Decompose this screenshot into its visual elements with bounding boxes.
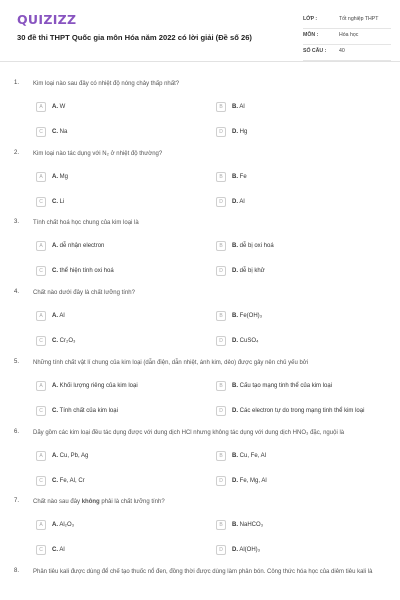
option-text: Mg xyxy=(59,173,69,180)
option-label: C. xyxy=(52,267,58,274)
question-number: 4. xyxy=(14,289,20,295)
option-letter-box: B xyxy=(216,520,226,530)
option-text: Fe xyxy=(239,173,247,180)
option-label: B. xyxy=(232,312,238,319)
option-text: thể hiện tính oxi hoá xyxy=(59,267,114,274)
question-text: Dãy gồm các kim loại đều tác dụng được với dung dịch HCl nhưng không tác dụng với dung dịch HNO₃ đặc, nguội là xyxy=(33,430,345,436)
option-text: Al xyxy=(59,546,65,553)
option-label: A. xyxy=(52,521,58,528)
option-letter-box: A xyxy=(36,241,46,251)
option-text: Al xyxy=(239,103,245,110)
option-letter-box: C xyxy=(36,336,46,346)
emphasis-not: không xyxy=(81,499,100,505)
option-text: NaHCO₃ xyxy=(239,521,264,528)
meta-label: LỚP : xyxy=(303,16,318,22)
option-label: A. xyxy=(52,173,58,180)
option-label: C. xyxy=(52,128,58,135)
option-text: Fe, Al, Cr xyxy=(59,477,85,484)
option-letter-box: A xyxy=(36,311,46,321)
option-text: Li xyxy=(59,198,65,205)
option-label: D. xyxy=(232,337,238,344)
option-label: D. xyxy=(232,198,238,205)
option-letter-box: C xyxy=(36,476,46,486)
meta-label: SỐ CÂU : xyxy=(303,48,327,54)
option-label: C. xyxy=(52,407,58,414)
question-text: Chất nào dưới đây là chất lưỡng tính? xyxy=(33,290,135,296)
option-letter-box: B xyxy=(216,381,226,391)
option-letter-box: B xyxy=(216,451,226,461)
option-letter-box: D xyxy=(216,336,226,346)
option-label: A. xyxy=(52,242,58,249)
option-letter-box: B xyxy=(216,172,226,182)
option-label: D. xyxy=(232,128,238,135)
option-label: B. xyxy=(232,103,238,110)
option-label: C. xyxy=(52,337,58,344)
option-letter-box: C xyxy=(36,545,46,555)
option-text: dễ bị oxi hoá xyxy=(239,242,274,249)
option-text: Khối lượng riêng của kim loại xyxy=(59,382,138,389)
option-letter-box: A xyxy=(36,381,46,391)
option-letter-box: A xyxy=(36,172,46,182)
meta-value: Tốt nghiệp THPT xyxy=(339,16,379,22)
question-text: Kim loại nào sau đây có nhiệt độ nóng chảy thấp nhất? xyxy=(33,81,180,87)
option-letter-box: D xyxy=(216,545,226,555)
question-number: 5. xyxy=(14,359,20,365)
option-text: Fe(OH)₃ xyxy=(239,312,263,319)
option-label: C. xyxy=(52,198,58,205)
question-text: Phân tiêu kali được dùng để chế tạo thuốc nổ đen, đồng thời được dùng làm phân bón. Công thức hóa học của diêm tiêu kali là xyxy=(33,569,373,575)
meta-value: Hóa học xyxy=(339,32,359,38)
question-number: 3. xyxy=(14,219,20,225)
option-letter-box: D xyxy=(216,266,226,276)
worksheet-meta xyxy=(303,13,391,61)
option-text: Al xyxy=(59,312,65,319)
meta-row-subject xyxy=(303,29,391,45)
option-letter-box: D xyxy=(216,127,226,137)
option-label: A. xyxy=(52,312,58,319)
option-letter-box: C xyxy=(36,406,46,416)
option-letter-box: D xyxy=(216,476,226,486)
option-letter-box: C xyxy=(36,266,46,276)
option-letter-box: D xyxy=(216,406,226,416)
option-label: B. xyxy=(232,173,238,180)
option-text: Cr₂O₃ xyxy=(59,337,76,344)
question-number: 1. xyxy=(14,80,20,86)
option-label: B. xyxy=(232,452,238,459)
question-number: 8. xyxy=(14,568,20,574)
option-text: Al xyxy=(239,198,245,205)
option-letter-box: C xyxy=(36,197,46,207)
question-number: 2. xyxy=(14,150,20,156)
option-label: A. xyxy=(52,452,58,459)
meta-row-class xyxy=(303,13,391,29)
option-letter-box: B xyxy=(216,311,226,321)
option-text: W xyxy=(59,103,66,110)
option-letter-box: D xyxy=(216,197,226,207)
option-label: D. xyxy=(232,546,238,553)
question-text: Những tính chất vật lí chung của kim loại (dẫn điện, dẫn nhiệt, ánh kim, dẻo) được gây nên chủ yếu bởi xyxy=(33,360,309,366)
option-text: Cu, Fe, Al xyxy=(239,452,267,459)
option-letter-box: A xyxy=(36,451,46,461)
meta-value: 40 xyxy=(339,48,345,54)
option-letter-box: A xyxy=(36,520,46,530)
option-label: B. xyxy=(232,382,238,389)
option-label: A. xyxy=(52,103,58,110)
option-label: B. xyxy=(232,242,238,249)
option-letter-box: C xyxy=(36,127,46,137)
option-label: B. xyxy=(232,521,238,528)
question-text: Tính chất hoá học chung của kim loại là xyxy=(33,220,139,226)
option-letter-box: B xyxy=(216,241,226,251)
option-text: Na xyxy=(59,128,68,135)
option-label: C. xyxy=(52,477,58,484)
option-text: Hg xyxy=(239,128,248,135)
quizizz-logo: QUIZIZZ xyxy=(17,12,77,27)
option-label: C. xyxy=(52,546,58,553)
option-label: D. xyxy=(232,267,238,274)
option-text: dễ nhận electron xyxy=(59,242,105,249)
option-text: Các electron tự do trong mạng tinh thể kim loại xyxy=(239,407,365,414)
worksheet-header xyxy=(0,0,400,62)
meta-row-question-count xyxy=(303,45,391,61)
option-text: Fe, Mg, Al xyxy=(239,477,267,484)
option-text: Al(OH)₃ xyxy=(239,546,261,553)
question-text: Chất nào sau đây không phải là chất lưỡng tính? xyxy=(33,499,165,505)
meta-label: MÔN : xyxy=(303,32,319,38)
option-text: Cu, Pb, Ag xyxy=(59,452,89,459)
option-text: Al₂O₃ xyxy=(59,521,75,528)
option-text: Tính chất của kim loại xyxy=(59,407,118,414)
option-letter-box: B xyxy=(216,102,226,112)
option-text: CuSO₄ xyxy=(239,337,259,344)
option-text: Cấu tạo mạng tinh thể của kim loại xyxy=(239,382,333,389)
option-letter-box: A xyxy=(36,102,46,112)
option-label: D. xyxy=(232,477,238,484)
question-number: 6. xyxy=(14,429,20,435)
option-text: dễ bị khử xyxy=(239,267,265,274)
worksheet-title: 30 đề thi THPT Quốc gia môn Hóa năm 2022 có lời giải (Đề số 26) xyxy=(17,33,252,42)
question-text: Kim loại nào tác dụng với N₂ ở nhiệt độ thường? xyxy=(33,151,163,157)
question-number: 7. xyxy=(14,498,20,504)
option-label: A. xyxy=(52,382,58,389)
option-label: D. xyxy=(232,407,238,414)
